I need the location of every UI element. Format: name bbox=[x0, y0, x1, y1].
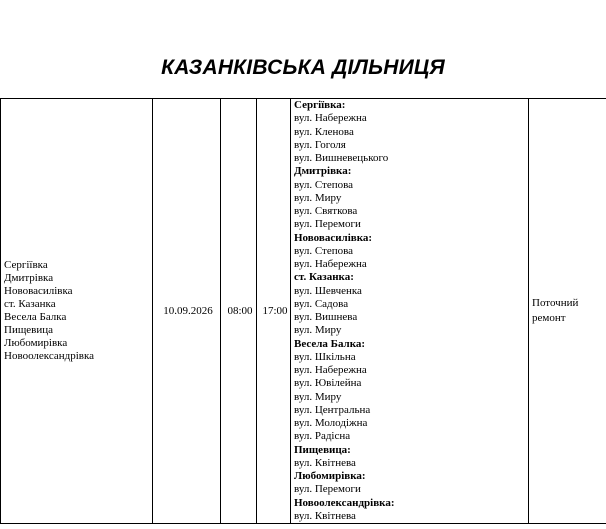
street-name: вул. Миру bbox=[294, 191, 342, 204]
street-name: вул. Святкова bbox=[294, 205, 358, 217]
place-heading: Пищевица: bbox=[294, 443, 351, 456]
street-list bbox=[294, 99, 528, 523]
reason-cell: Поточний ремонт bbox=[529, 99, 606, 524]
street-name: вул. Вишневецького bbox=[294, 152, 389, 164]
street-name: вул. Гоголя bbox=[294, 138, 346, 151]
place-heading: Новоолександрівка: bbox=[294, 496, 395, 509]
settlement-name: Пищевица bbox=[4, 324, 54, 336]
page-title: КАЗАНКІВСЬКА ДІЛЬНИЦЯ bbox=[161, 56, 445, 79]
street-name: вул. Миру bbox=[294, 324, 342, 337]
settlement-name: Весела Балка bbox=[4, 311, 67, 323]
street-name: вул. Шкільна bbox=[294, 350, 356, 363]
street-name: вул. Шевченка bbox=[294, 284, 362, 297]
street-name: вул. Перемоги bbox=[294, 218, 361, 231]
settlement-name: Новоолександрівка bbox=[4, 350, 95, 362]
street-name: вул. Радісна bbox=[294, 430, 351, 443]
end-time-cell: 17:00 bbox=[257, 99, 291, 524]
place-heading: Дмитрівка: bbox=[294, 165, 352, 178]
start-time-cell: 08:00 bbox=[221, 99, 257, 524]
place-heading: Любомирівка: bbox=[294, 470, 366, 482]
street-name: вул. Кленова bbox=[294, 125, 354, 138]
street-name: вул. Набережна bbox=[294, 112, 367, 125]
street-name: вул. Квітнева bbox=[294, 509, 356, 522]
street-name: вул. Перемоги bbox=[294, 483, 361, 496]
settlements-cell bbox=[1, 99, 153, 524]
place-heading: Нововасилівка: bbox=[294, 231, 373, 244]
street-name: вул. Центральна bbox=[294, 403, 371, 416]
place-heading: Сергіївка: bbox=[294, 99, 346, 111]
street-name: вул. Квітнева bbox=[294, 456, 356, 469]
street-name: вул. Набережна bbox=[294, 258, 367, 270]
street-name: вул. Ювілейна bbox=[294, 377, 362, 390]
street-name: вул. Вишнева bbox=[294, 311, 358, 323]
date-cell: 10.09.2026 bbox=[153, 99, 221, 524]
settlement-name: Любомирівка bbox=[4, 337, 68, 349]
settlement-name: Нововасилівка bbox=[4, 285, 73, 297]
settlement-list bbox=[4, 259, 152, 363]
street-name: вул. Степова bbox=[294, 178, 354, 191]
outage-schedule-table bbox=[0, 98, 606, 524]
place-heading: Весела Балка: bbox=[294, 337, 366, 350]
street-name: вул. Молодіжна bbox=[294, 417, 368, 429]
table-row bbox=[1, 99, 606, 524]
settlement-name: Сергіївка bbox=[4, 259, 48, 271]
street-name: вул. Садова bbox=[294, 297, 349, 310]
street-name: вул. Набережна bbox=[294, 364, 367, 376]
streets-cell bbox=[291, 99, 529, 524]
settlement-name: ст. Казанка bbox=[4, 298, 56, 310]
street-name: вул. Степова bbox=[294, 244, 354, 257]
settlement-name: Дмитрівка bbox=[4, 272, 54, 284]
place-heading: ст. Казанка: bbox=[294, 271, 354, 284]
street-name: вул. Миру bbox=[294, 390, 342, 403]
